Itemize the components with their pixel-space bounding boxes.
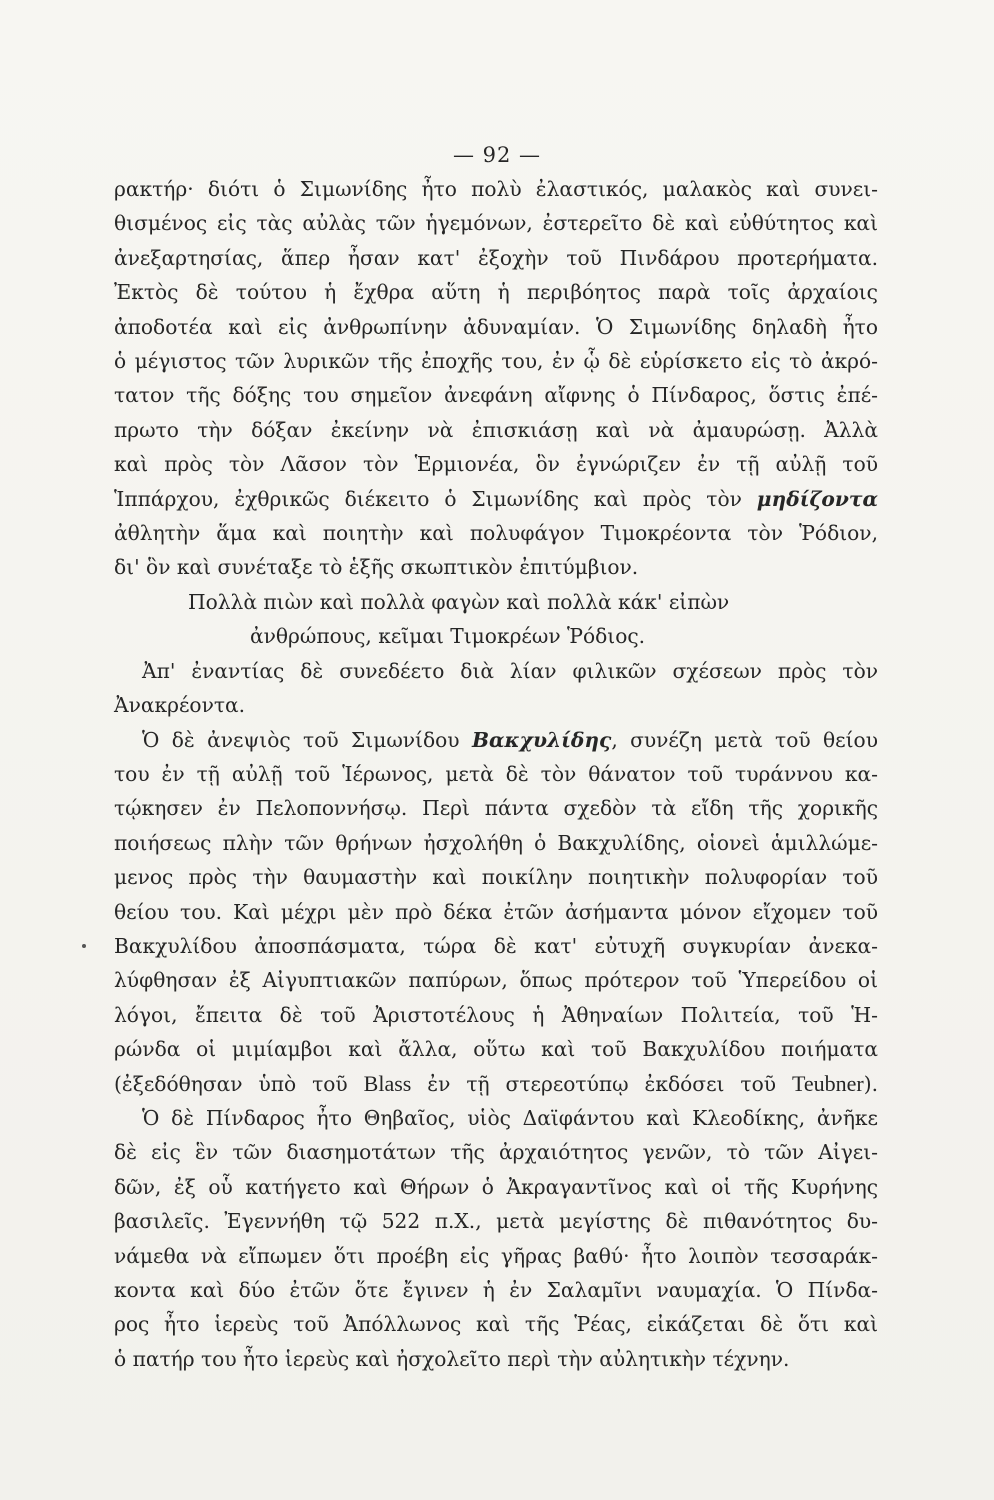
text-line: ἀποδοτέα καὶ εἰς ἀνθρωπίνην ἀδυναμίαν. Ὁ Σιμωνίδης δηλαδὴ ἦτο (114, 314, 878, 339)
text-line: νάμεθα νὰ εἴπωμεν ὅτι προέβη εἰς γῆρας βαθύ· ἦτο λοιπὸν τεσσαράκ- (114, 1243, 878, 1268)
text-line: του ἐν τῇ αὐλῇ τοῦ Ἱέρωνος, μετὰ δὲ τὸν θάνατον τοῦ τυράννου κα- (114, 761, 878, 786)
verse-line: Πολλὰ πιὼν καὶ πολλὰ φαγὼν καὶ πολλὰ κάκ' εἰπὼν (188, 589, 730, 614)
text-line: ρώνδα οἱ μιμίαμβοι καὶ ἄλλα, οὕτω καὶ τοῦ Βακχυλίδου ποιήματα (114, 1037, 878, 1062)
text-line: μενος πρὸς τὴν θαυμαστὴν καὶ ποικίλην ποιητικὴν πολυφορίαν τοῦ (114, 865, 878, 890)
verse-line: ἀνθρώπους, κεῖμαι Τιμοκρέων Ῥόδιος. (250, 624, 646, 649)
text-line: Ὁ δὲ ἀνεψιὸς τοῦ Σιμωνίδου Βακχυλίδης, συνέζη μετὰ τοῦ θείου (142, 727, 878, 752)
text-line: δῶν, ἐξ οὗ κατήγετο καὶ Θήρων ὁ Ἀκραγαντῖνος καὶ οἱ τῆς Κυρήνης (114, 1174, 878, 1199)
text-line: τῴκησεν ἐν Πελοποννήσῳ. Περὶ πάντα σχεδὸν τὰ εἴδη τῆς χορικῆς (114, 796, 878, 821)
ink-dot (82, 944, 86, 948)
latin-name: Teubner (791, 1070, 864, 1096)
text-line: ποιήσεως πλὴν τῶν θρήνων ἠσχολήθη ὁ Βακχυλίδης, οἱονεὶ ἁμιλλώμε- (114, 830, 878, 855)
text-line: (ἐξεδόθησαν ὑπὸ τοῦ Blass ἐν τῇ στερεοτύπῳ ἐκδόσει τοῦ Teubner). (114, 1070, 879, 1096)
text-line: ὁ πατήρ του ἦτο ἱερεὺς καὶ ἠσχολεῖτο περὶ τὴν αὐλητικὴν τέχνην. (114, 1346, 790, 1371)
text-line: κοντα καὶ δύο ἐτῶν ὅτε ἔγινεν ἡ ἐν Σαλαμῖνι ναυμαχία. Ὁ Πίνδα- (114, 1278, 878, 1302)
italic-term: μηδίζοντα (756, 486, 879, 511)
page-number: — 92 — (452, 143, 542, 167)
text-line: θείου του. Καὶ μέχρι μὲν πρὸ δέκα ἐτῶν ἀσήμαντα μόνον εἴχομεν τοῦ (114, 899, 878, 924)
text-line: ὁ μέγιστος τῶν λυρικῶν τῆς ἐποχῆς του, ἐν ᾧ δὲ εὑρίσκετο εἰς τὸ ἀκρό- (114, 349, 878, 374)
text-line: ἀνεξαρτησίας, ἅπερ ἦσαν κατ' ἐξοχὴν τοῦ Πινδάρου προτερήματα. (114, 245, 878, 270)
body-text (114, 172, 878, 1376)
text-line: ρακτήρ· διότι ὁ Σιμωνίδης ἦτο πολὺ ἐλαστικός, μαλακὸς καὶ συνει- (114, 177, 878, 201)
text-line: Βακχυλίδου ἀποσπάσματα, τώρα δὲ κατ' εὐτυχῆ συγκυρίαν ἀνεκα- (114, 933, 878, 958)
text-line: δι' ὃν καὶ συνέταξε τὸ ἑξῆς σκωπτικὸν ἐπιτύμβιον. (114, 555, 639, 580)
text-line: Ἀνακρέοντα. (114, 693, 246, 718)
latin-name: Blass (363, 1070, 412, 1096)
text-line: λόγοι, ἔπειτα δὲ τοῦ Ἀριστοτέλους ἡ Ἀθηναίων Πολιτεία, τοῦ Ἡ- (114, 1002, 878, 1027)
text-line: Ἐκτὸς δὲ τούτου ἡ ἔχθρα αὕτη ἡ περιβόητος παρὰ τοῖς ἀρχαίοις (114, 280, 878, 305)
text-line: βασιλεῖς. Ἐγεννήθη τῷ 522 π.Χ., μετὰ μεγίστης δὲ πιθανότητος δυ- (114, 1209, 878, 1234)
text-line: τατον τῆς δόξης του σημεῖον ἀνεφάνη αἴφνης ὁ Πίνδαρος, ὅστις ἐπέ- (114, 383, 878, 408)
text-line: λύφθησαν ἐξ Αἰγυπτιακῶν παπύρων, ὅπως πρότερον τοῦ Ὑπερείδου οἱ (114, 968, 878, 993)
text-line: πρωτο τὴν δόξαν ἐκείνην νὰ ἐπισκιάσῃ καὶ νὰ ἀμαυρώσῃ. Ἀλλὰ (114, 417, 878, 442)
text-line: Ὁ δὲ Πίνδαρος ἦτο Θηβαῖος, υἱὸς Δαϊφάντου καὶ Κλεοδίκης, ἀνῆκε (142, 1105, 878, 1130)
italic-term: Βακχυλίδης (471, 727, 612, 752)
text-line: ἀθλητὴν ἅμα καὶ ποιητὴν καὶ πολυφάγον Τιμοκρέοντα τὸν Ῥόδιον, (114, 521, 878, 546)
text-line: Ἱππάρχου, ἐχθρικῶς διέκειτο ὁ Σιμωνίδης καὶ πρὸς τὸν μηδίζοντα (114, 486, 879, 511)
text-line: ρος ἦτο ἱερεὺς τοῦ Ἀπόλλωνος καὶ τῆς Ῥέας, εἰκάζεται δὲ ὅτι καὶ (114, 1312, 878, 1337)
text-line: καὶ πρὸς τὸν Λᾶσον τὸν Ἑρμιονέα, ὃν ἐγνώριζεν ἐν τῇ αὐλῇ τοῦ (114, 452, 878, 477)
text-line: δὲ εἰς ἓν τῶν διασημοτάτων τῆς ἀρχαιότητος γενῶν, τὸ τῶν Αἰγει- (114, 1140, 878, 1165)
text-line: θισμένος εἰς τὰς αὐλὰς τῶν ἡγεμόνων, ἐστερεῖτο δὲ καὶ εὐθύτητος καὶ (114, 211, 878, 236)
text-line: Ἀπ' ἐναντίας δὲ συνεδέετο διὰ λίαν φιλικῶν σχέσεων πρὸς τὸν (142, 658, 878, 683)
